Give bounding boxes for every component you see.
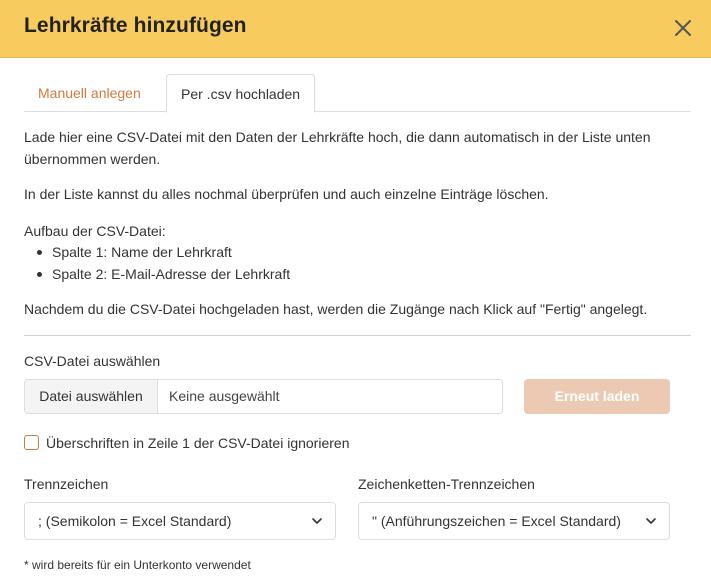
review-text: In der Liste kannst du alles nochmal überprüfen und auch einzelne Einträge löschen. <box>24 186 549 202</box>
tab-bar <box>24 74 691 112</box>
ignore-headers-label: Überschriften in Zeile 1 der CSV-Datei ignorieren <box>46 435 350 451</box>
close-icon <box>671 16 695 40</box>
quote-char-value: " (Anführungszeichen = Excel Standard) <box>372 513 621 529</box>
chevron-down-icon <box>311 515 323 527</box>
delimiter-value: ; (Semikolon = Excel Standard) <box>38 513 232 529</box>
delimiter-select[interactable] <box>24 502 336 540</box>
reload-button[interactable]: Erneut laden <box>524 379 670 414</box>
file-name-display: Keine ausgewählt <box>169 388 280 404</box>
quote-char-label: Zeichenketten-Trennzeichen <box>358 476 535 492</box>
file-input-label: CSV-Datei auswählen <box>24 353 161 369</box>
list-item: Spalte 1: Name der Lehrkraft <box>52 241 290 263</box>
intro-text: Lade hier eine CSV-Datei mit den Daten der Lehrkräfte hoch, die dann automatisch in der Liste unten übernommen werden. <box>24 129 651 167</box>
chevron-down-icon <box>645 515 657 527</box>
tab-csv-upload[interactable]: Per .csv hochladen <box>166 74 315 113</box>
file-input[interactable] <box>24 379 503 414</box>
close-button[interactable] <box>671 16 695 40</box>
choose-file-button[interactable]: Datei auswählen <box>25 380 158 413</box>
footnote: * wird bereits für ein Unterkonto verwendet <box>24 558 251 572</box>
after-upload-text: Nachdem du die CSV-Datei hochgeladen hast, werden die Zugänge nach Klick auf "Fertig" angelegt. <box>24 301 648 317</box>
divider <box>24 335 691 336</box>
quote-char-select[interactable] <box>358 502 670 540</box>
list-item: Spalte 2: E-Mail-Adresse der Lehrkraft <box>52 263 290 285</box>
structure-list <box>52 241 290 285</box>
modal-header <box>0 0 711 58</box>
modal-title: Lehrkräfte hinzufügen <box>24 14 247 37</box>
structure-heading: Aufbau der CSV-Datei: <box>24 223 166 239</box>
delimiter-label: Trennzeichen <box>24 476 109 492</box>
tab-manual[interactable]: Manuell anlegen <box>38 85 141 101</box>
ignore-headers-checkbox[interactable] <box>24 435 39 450</box>
